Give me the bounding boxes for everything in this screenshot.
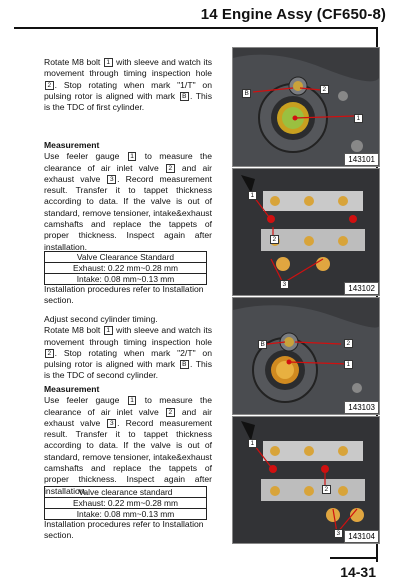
callout-b: B — [242, 89, 251, 98]
callout-3: 3 — [334, 529, 343, 538]
ref-marker: 2 — [166, 408, 175, 417]
callout-2: 2 — [322, 485, 331, 494]
ref-marker: 1 — [128, 152, 137, 161]
ref-marker: 2 — [45, 349, 54, 358]
callout-1: 1 — [248, 439, 257, 448]
measurement-heading: Measurement — [44, 384, 100, 394]
figure-clearance-cyl2 — [232, 416, 380, 544]
table-title: Valve Clearance Standard — [45, 252, 207, 263]
cyl1-measurement-text: Measurement Use feeler gauge 1 to measure the clearance of air inlet valve 2 and air exhaust valve 3 . Record measurement result. Transfer it to tappet thickness according to data. If the valve is out of standard, remove tensioner, intake&exhaust camshafts and replace the tappets of proper thickness. Inspect again after installation. — [44, 140, 212, 252]
figure-timing-cyl2 — [232, 297, 380, 415]
chapter-title: 14 Engine Assy (CF650-8) — [200, 6, 386, 23]
cyl2-install-note: Installation procedures refer to Installation section. — [44, 519, 204, 541]
cyl1-timing-text: Rotate M8 bolt 1 with sleeve and watch its movement through timing inspection hole 2 . Stop rotating when mark "1/T" on pulsing rotor is aligned with mark B . This is the TDC of first cylinder. — [44, 57, 213, 113]
figure-clearance-cyl1 — [232, 168, 380, 296]
header-rule — [14, 27, 378, 29]
cyl2-timing-text: Adjust second cylinder timing. Rotate M8 bolt 1 with sleeve and watch its movement through timing inspection hole 2 . Stop rotating when mark "2/T" on pulsing rotor is aligned with mark B . This is the TDC of second cylinder. — [44, 314, 213, 381]
ref-marker: 3 — [107, 419, 116, 428]
footer-rule — [330, 557, 378, 559]
figure-number: 143102 — [344, 282, 379, 295]
table-exhaust: Exhaust: 0.22 mm~0.28 mm — [45, 498, 207, 509]
callout-2: 2 — [320, 85, 329, 94]
ref-marker: B — [180, 360, 189, 369]
table-intake: Intake: 0.08 mm~0.13 mm — [45, 274, 207, 285]
measurement-heading: Measurement — [44, 140, 100, 150]
ref-marker: 1 — [128, 396, 137, 405]
cyl1-install-note: Installation procedures refer to Installation section. — [44, 284, 204, 306]
ref-marker: 1 — [104, 326, 113, 335]
page-number: 14-31 — [340, 564, 376, 580]
callout-b: B — [258, 340, 267, 349]
ref-marker: B — [180, 92, 189, 101]
ref-marker: 2 — [166, 164, 175, 173]
callout-2: 2 — [344, 339, 353, 348]
callout-1: 1 — [344, 360, 353, 369]
cyl2-measurement-text: Measurement Use feeler gauge 1 to measure the clearance of air inlet valve 2 and air exhaust valve 3 . Record measurement result. Transfer it to tappet thickness according to data. If the valve is out of standard, remove tensioner, intake&exhaust camshafts and replace the tappets of proper thickness. Inspect again after installation. — [44, 384, 212, 496]
ref-marker: 1 — [104, 58, 113, 67]
figure-number: 143101 — [344, 153, 379, 166]
callout-2: 2 — [270, 235, 279, 244]
figure-number: 143103 — [344, 401, 379, 414]
callout-3: 3 — [280, 280, 289, 289]
table-exhaust: Exhaust: 0.22 mm~0.28 mm — [45, 263, 207, 274]
figure-number: 143104 — [344, 530, 379, 543]
cyl2-clearance-table — [44, 486, 207, 520]
figure-timing-cyl1 — [232, 47, 380, 167]
cyl1-clearance-table — [44, 251, 207, 285]
callout-1: 1 — [248, 191, 257, 200]
ref-marker: 2 — [45, 81, 54, 90]
ref-marker: 3 — [107, 175, 116, 184]
table-title: Valve clearance standard — [45, 487, 207, 498]
table-intake: Intake: 0.08 mm~0.13 mm — [45, 509, 207, 520]
callout-1: 1 — [354, 114, 363, 123]
